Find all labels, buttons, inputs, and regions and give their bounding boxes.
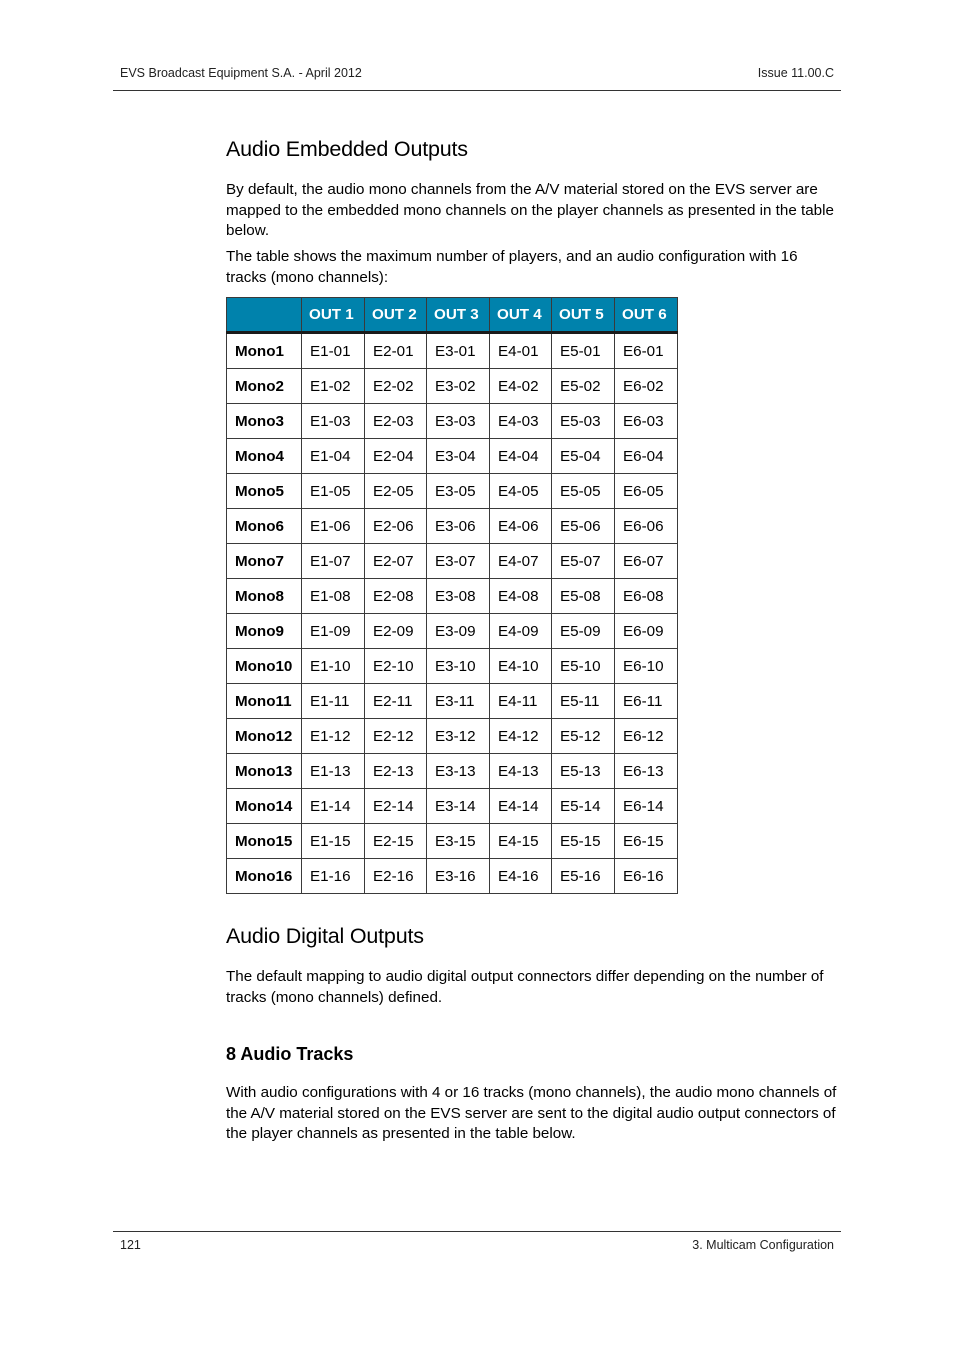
table-cell: E3-03 bbox=[427, 404, 490, 439]
table-cell: E5-07 bbox=[552, 544, 615, 579]
table-cell: E2-09 bbox=[365, 614, 427, 649]
table-row bbox=[227, 369, 678, 404]
table-row bbox=[227, 614, 678, 649]
table-cell: E6-14 bbox=[615, 789, 678, 824]
table-cell: E3-15 bbox=[427, 824, 490, 859]
row-label: Mono14 bbox=[227, 789, 302, 824]
table-cell: E2-15 bbox=[365, 824, 427, 859]
column-header-out-2: OUT 2 bbox=[365, 298, 427, 333]
table-row bbox=[227, 333, 678, 369]
table-cell: E5-04 bbox=[552, 439, 615, 474]
table-cell: E6-08 bbox=[615, 579, 678, 614]
table-cell: E1-10 bbox=[302, 649, 365, 684]
table-cell: E1-16 bbox=[302, 859, 365, 894]
column-header-out-3: OUT 3 bbox=[427, 298, 490, 333]
table-cell: E5-09 bbox=[552, 614, 615, 649]
table-cell: E5-10 bbox=[552, 649, 615, 684]
table-cell: E6-15 bbox=[615, 824, 678, 859]
table-cell: E5-12 bbox=[552, 719, 615, 754]
subsection-title-8-tracks: 8 Audio Tracks bbox=[226, 1044, 354, 1064]
table-cell: E6-07 bbox=[615, 544, 678, 579]
table-row bbox=[227, 439, 678, 474]
table-cell: E4-11 bbox=[490, 684, 552, 719]
embedded-mapping-table bbox=[226, 297, 678, 894]
table-row bbox=[227, 544, 678, 579]
table-cell: E2-11 bbox=[365, 684, 427, 719]
row-label: Mono1 bbox=[227, 333, 302, 369]
table-cell: E1-06 bbox=[302, 509, 365, 544]
table-cell: E1-13 bbox=[302, 754, 365, 789]
table-row bbox=[227, 824, 678, 859]
table-cell: E5-16 bbox=[552, 859, 615, 894]
table-row bbox=[227, 509, 678, 544]
row-label: Mono16 bbox=[227, 859, 302, 894]
table-cell: E3-14 bbox=[427, 789, 490, 824]
table-cell: E5-05 bbox=[552, 474, 615, 509]
table-cell: E3-13 bbox=[427, 754, 490, 789]
row-label: Mono7 bbox=[227, 544, 302, 579]
table-cell: E4-10 bbox=[490, 649, 552, 684]
header-rule bbox=[113, 90, 841, 91]
table-cell: E2-14 bbox=[365, 789, 427, 824]
table-cell: E3-01 bbox=[427, 333, 490, 369]
column-header-out-1: OUT 1 bbox=[302, 298, 365, 333]
table-cell: E2-16 bbox=[365, 859, 427, 894]
table-cell: E4-05 bbox=[490, 474, 552, 509]
footer-chapter: 3. Multicam Configuration bbox=[692, 1238, 834, 1252]
row-label: Mono12 bbox=[227, 719, 302, 754]
eight-tracks-paragraph-1: With audio configurations with 4 or 16 tracks (mono channels), the audio mono channels of the A/V material stored on the EVS server are sent to the digital audio output connectors of the player channels as presented in the table below. bbox=[226, 1084, 837, 1143]
table-cell: E4-14 bbox=[490, 789, 552, 824]
table-cell: E4-08 bbox=[490, 579, 552, 614]
table-cell: E2-05 bbox=[365, 474, 427, 509]
table-cell: E3-04 bbox=[427, 439, 490, 474]
embedded-paragraph-1: By default, the audio mono channels from the A/V material stored on the EVS server are mapped to the embedded mono channels on the player channels as presented in the table below. bbox=[226, 181, 834, 240]
table-row bbox=[227, 789, 678, 824]
digital-paragraph-1: The default mapping to audio digital output connectors differ depending on the number of tracks (mono channels) defined. bbox=[226, 968, 824, 1006]
table-cell: E2-07 bbox=[365, 544, 427, 579]
column-header-out-5: OUT 5 bbox=[552, 298, 615, 333]
table-cell: E2-03 bbox=[365, 404, 427, 439]
table-cell: E4-13 bbox=[490, 754, 552, 789]
table-cell: E5-01 bbox=[552, 333, 615, 369]
table-cell: E6-02 bbox=[615, 369, 678, 404]
table-cell: E6-09 bbox=[615, 614, 678, 649]
table-cell: E5-02 bbox=[552, 369, 615, 404]
table-row bbox=[227, 719, 678, 754]
footer-page-number: 121 bbox=[120, 1238, 141, 1252]
table-row bbox=[227, 579, 678, 614]
table-cell: E4-09 bbox=[490, 614, 552, 649]
table-cell: E2-06 bbox=[365, 509, 427, 544]
row-label: Mono8 bbox=[227, 579, 302, 614]
table-cell: E6-01 bbox=[615, 333, 678, 369]
table-cell: E1-02 bbox=[302, 369, 365, 404]
section-title-digital: Audio Digital Outputs bbox=[226, 924, 424, 948]
table-cell: E1-04 bbox=[302, 439, 365, 474]
table-cell: E4-06 bbox=[490, 509, 552, 544]
table-cell: E3-08 bbox=[427, 579, 490, 614]
row-label: Mono5 bbox=[227, 474, 302, 509]
table-cell: E1-12 bbox=[302, 719, 365, 754]
table-cell: E4-15 bbox=[490, 824, 552, 859]
embedded-paragraph-2: The table shows the maximum number of players, and an audio configuration with 16 tracks (mono channels): bbox=[226, 248, 798, 286]
table-cell: E2-13 bbox=[365, 754, 427, 789]
table-row bbox=[227, 859, 678, 894]
table-cell: E5-11 bbox=[552, 684, 615, 719]
footer-rule bbox=[113, 1231, 841, 1232]
table-cell: E2-04 bbox=[365, 439, 427, 474]
table-cell: E6-06 bbox=[615, 509, 678, 544]
header-publisher: EVS Broadcast Equipment S.A. - April 2012 bbox=[120, 66, 362, 80]
table-body bbox=[227, 333, 678, 894]
table-cell: E1-07 bbox=[302, 544, 365, 579]
row-label: Mono13 bbox=[227, 754, 302, 789]
row-label: Mono4 bbox=[227, 439, 302, 474]
row-label: Mono11 bbox=[227, 684, 302, 719]
table-cell: E6-12 bbox=[615, 719, 678, 754]
table-row bbox=[227, 649, 678, 684]
table-cell: E3-07 bbox=[427, 544, 490, 579]
table-cell: E6-05 bbox=[615, 474, 678, 509]
row-label: Mono3 bbox=[227, 404, 302, 439]
table-cell: E6-03 bbox=[615, 404, 678, 439]
table-cell: E1-15 bbox=[302, 824, 365, 859]
table-cell: E5-15 bbox=[552, 824, 615, 859]
table-cell: E3-09 bbox=[427, 614, 490, 649]
table-cell: E6-11 bbox=[615, 684, 678, 719]
table-cell: E1-08 bbox=[302, 579, 365, 614]
table-cell: E4-02 bbox=[490, 369, 552, 404]
table-cell: E2-12 bbox=[365, 719, 427, 754]
table-cell: E2-01 bbox=[365, 333, 427, 369]
table-cell: E4-01 bbox=[490, 333, 552, 369]
table-cell: E4-12 bbox=[490, 719, 552, 754]
table-cell: E3-02 bbox=[427, 369, 490, 404]
table-cell: E2-02 bbox=[365, 369, 427, 404]
table-cell: E4-03 bbox=[490, 404, 552, 439]
table-cell: E1-11 bbox=[302, 684, 365, 719]
table-row bbox=[227, 754, 678, 789]
table-cell: E5-03 bbox=[552, 404, 615, 439]
section-title-embedded: Audio Embedded Outputs bbox=[226, 137, 468, 161]
table-cell: E3-12 bbox=[427, 719, 490, 754]
column-header-out-6: OUT 6 bbox=[615, 298, 678, 333]
row-label: Mono10 bbox=[227, 649, 302, 684]
table-cell: E5-14 bbox=[552, 789, 615, 824]
table-row bbox=[227, 404, 678, 439]
header-issue: Issue 11.00.C bbox=[757, 66, 834, 80]
table-cell: E2-08 bbox=[365, 579, 427, 614]
table-cell: E6-16 bbox=[615, 859, 678, 894]
row-label: Mono6 bbox=[227, 509, 302, 544]
row-label: Mono2 bbox=[227, 369, 302, 404]
table-cell: E6-13 bbox=[615, 754, 678, 789]
row-label: Mono15 bbox=[227, 824, 302, 859]
table-cell: E3-11 bbox=[427, 684, 490, 719]
table-cell: E5-08 bbox=[552, 579, 615, 614]
table-cell: E3-10 bbox=[427, 649, 490, 684]
table-cell: E3-06 bbox=[427, 509, 490, 544]
table-header-row bbox=[227, 298, 678, 333]
table-corner-cell bbox=[227, 298, 302, 333]
table-cell: E1-01 bbox=[302, 333, 365, 369]
table-cell: E6-10 bbox=[615, 649, 678, 684]
table-cell: E5-13 bbox=[552, 754, 615, 789]
table-row bbox=[227, 474, 678, 509]
row-label: Mono9 bbox=[227, 614, 302, 649]
table-cell: E6-04 bbox=[615, 439, 678, 474]
table-row bbox=[227, 684, 678, 719]
table-cell: E3-16 bbox=[427, 859, 490, 894]
table-cell: E4-04 bbox=[490, 439, 552, 474]
table-cell: E1-03 bbox=[302, 404, 365, 439]
table-cell: E1-05 bbox=[302, 474, 365, 509]
table-cell: E3-05 bbox=[427, 474, 490, 509]
table-cell: E5-06 bbox=[552, 509, 615, 544]
table-cell: E1-09 bbox=[302, 614, 365, 649]
table-cell: E2-10 bbox=[365, 649, 427, 684]
table-cell: E4-16 bbox=[490, 859, 552, 894]
table-cell: E4-07 bbox=[490, 544, 552, 579]
column-header-out-4: OUT 4 bbox=[490, 298, 552, 333]
table-cell: E1-14 bbox=[302, 789, 365, 824]
